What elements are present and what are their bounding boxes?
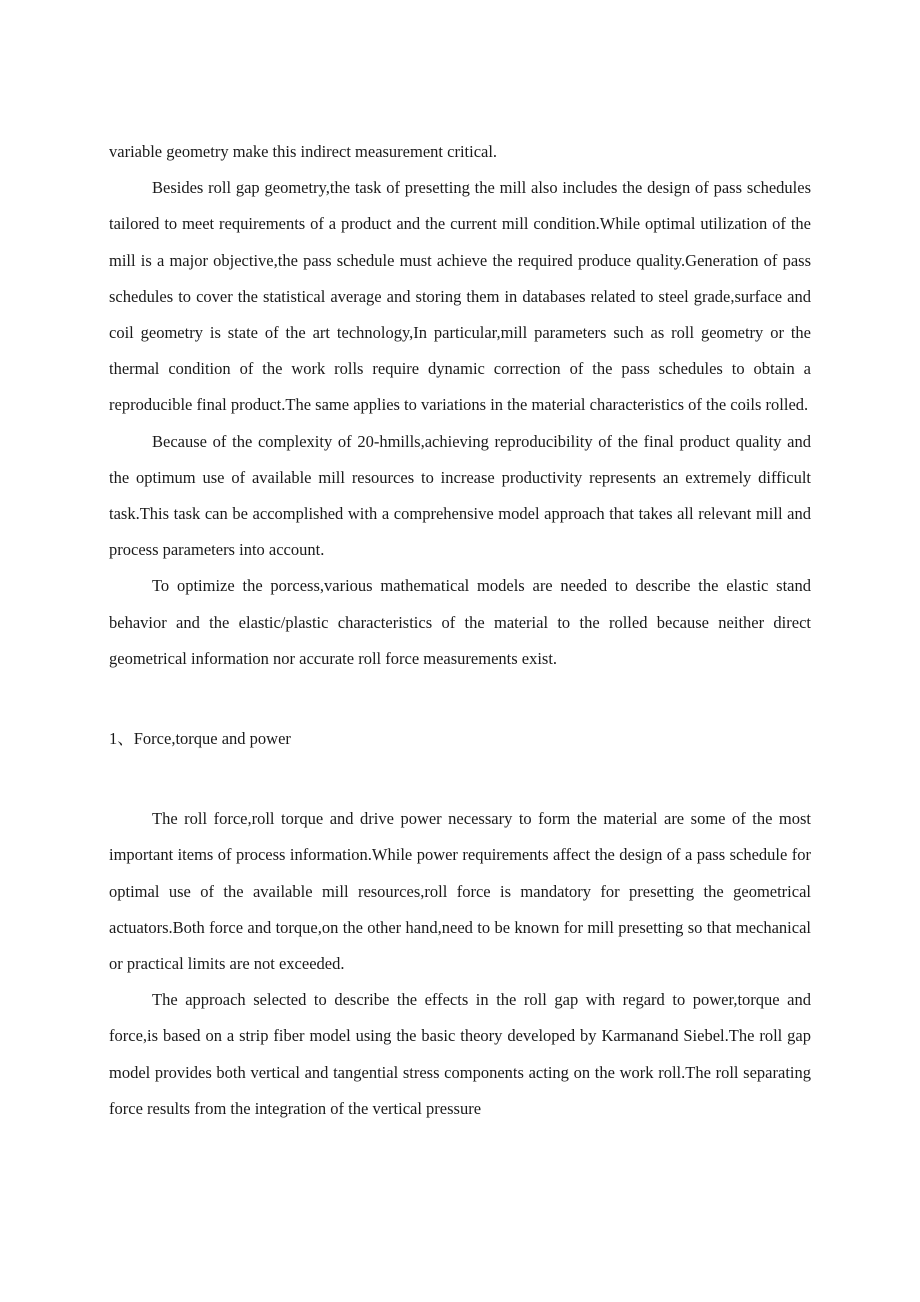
spacer <box>109 677 811 721</box>
paragraph-complexity: Because of the complexity of 20-hmills,achieving reproducibility of the final product quality and the optimum use of available mill resources to increase productivity represents an extremely difficult task.This task can be accomplished with a comprehensive model approach that takes all relevant mill and process parameters into account. <box>109 431 811 560</box>
paragraph-presetting: Besides roll gap geometry,the task of presetting the mill also includes the design of pass schedules tailored to meet requirements of a product and the current mill condition.While optimal utilization of the mill is a major objective,the pass schedule must achieve the required produce quality.Generation of pass schedules to cover the statistical average and storing them in databases related to steel grade,surface and coil geometry is state of the art technology,In particular,mill parameters such as roll geometry or the thermal condition of the work rolls require dynamic correction of the pass schedules to obtain a reproducible final product.The same applies to variations in the material characteristics of the coils rolled. <box>109 178 811 415</box>
paragraph-continuation: variable geometry make this indirect measurement critical. <box>109 142 498 161</box>
spacer <box>109 757 811 801</box>
paragraph-roll-force: The roll force,roll torque and drive power necessary to form the material are some of the most important items of process information.While power requirements affect the design of a pass schedule for optimal use of the available mill resources,roll force is mandatory for presetting the geometrical actuators.Both force and torque,on the other hand,need to be known for mill presetting so that mechanical or practical limits are not exceeded. <box>109 809 811 974</box>
paragraph-optimize: To optimize the porcess,various mathematical models are needed to describe the elastic stand behavior and the elastic/plastic characteristics of the material to the rolled because neither direct geometrical information nor accurate roll force measurements exist. <box>109 576 811 668</box>
document-body <box>109 134 811 1127</box>
paragraph-approach: The approach selected to describe the effects in the roll gap with regard to power,torque and force,is based on a strip fiber model using the basic theory developed by Karmanand Siebel.The roll gap model provides both vertical and tangential stress components acting on the work roll.The roll separating force results from the integration of the vertical pressure <box>109 990 811 1118</box>
section-heading: 1、Force,torque and power <box>109 729 291 749</box>
